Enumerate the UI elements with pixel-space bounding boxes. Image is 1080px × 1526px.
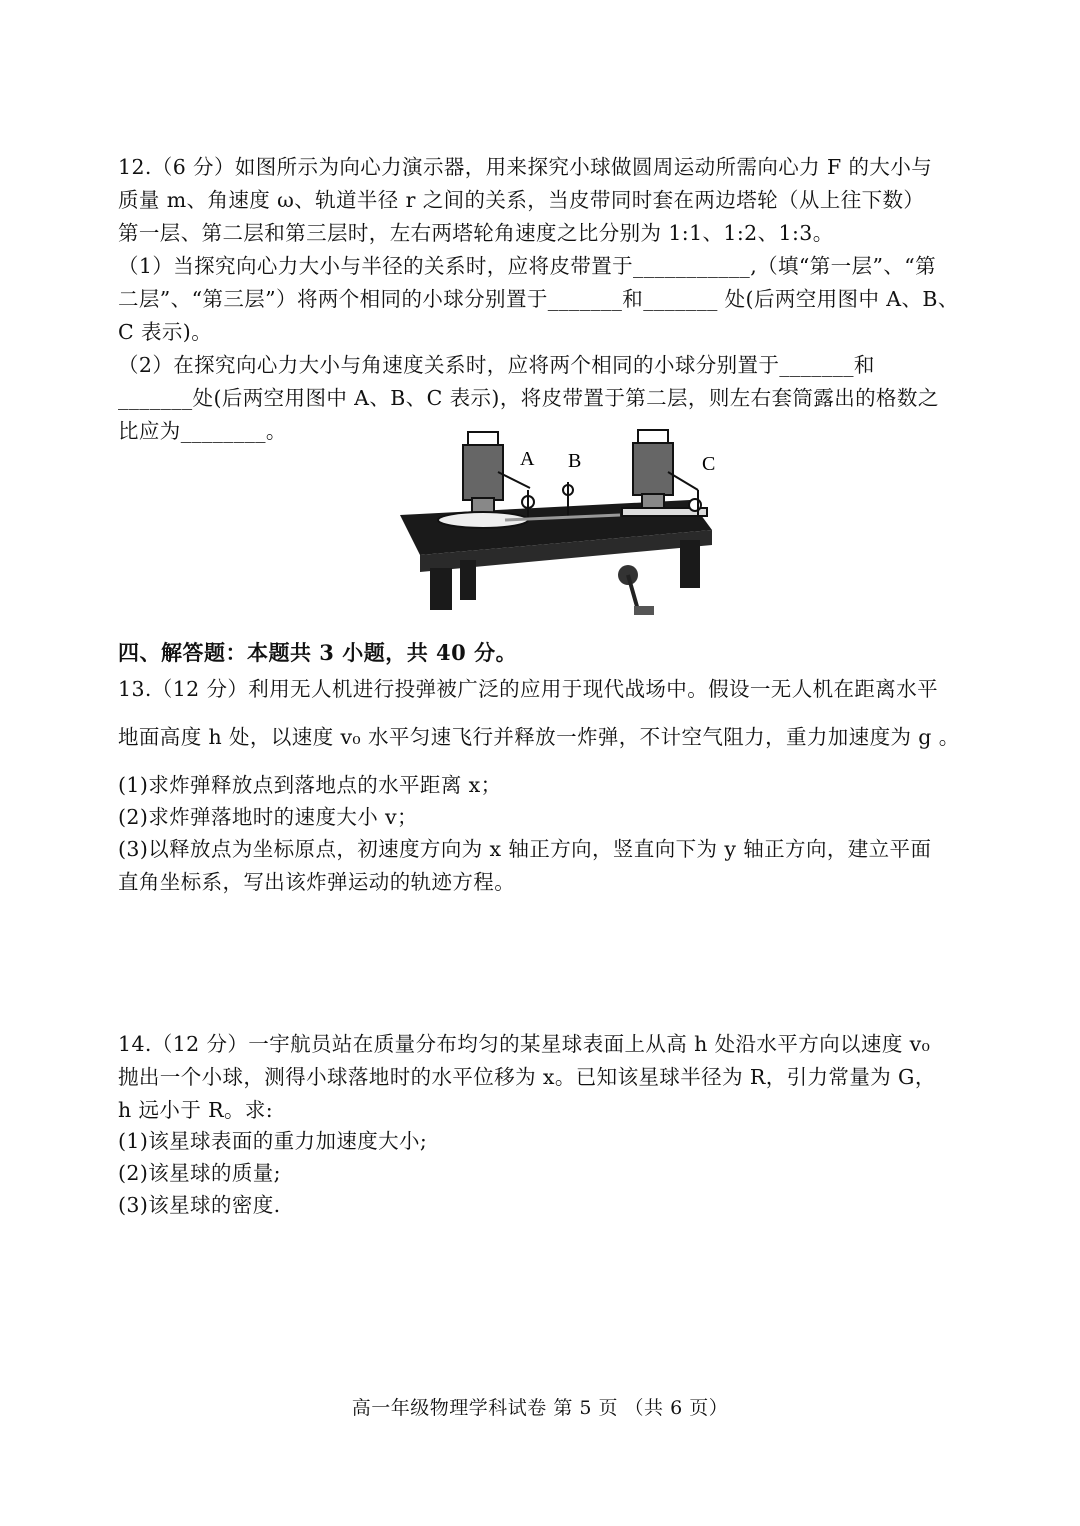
- figure-label-a: A: [520, 448, 535, 470]
- q12-line-8: _______处(后两空用图中 A、B、C 表示)，将皮带置于第二层，则左右套筒露出的格数之: [118, 386, 939, 410]
- figure-label-c: C: [702, 453, 716, 475]
- q13-line-5: (3)以释放点为坐标原点，初速度方向为 x 轴正方向，竖直向下为 y 轴正方向，建立平面: [118, 837, 932, 861]
- q14-line-2: 抛出一个小球，测得小球落地时的水平位移为 x。已知该星球半径为 R，引力常量为 G，: [118, 1065, 936, 1089]
- q12-line-5: 二层”、“第三层”）将两个相同的小球分别置于_______和_______ 处(后两空用图中 A、B、: [118, 287, 959, 311]
- q13-line-2: 地面高度 h 处，以速度 v₀ 水平匀速飞行并释放一炸弹，不计空气阻力，重力加速度为 g 。: [118, 725, 960, 749]
- q13-line-1: 13.（12 分）利用无人机进行投弹被广泛的应用于现代战场中。假设一无人机在距离水平: [118, 677, 939, 701]
- page-footer: 高一年级物理学科试卷 第 5 页 （共 6 页）: [351, 1397, 729, 1419]
- q14-line-3: h 远小于 R。求:: [118, 1098, 274, 1122]
- q12-line-2: 质量 m、角速度 ω、轨道半径 r 之间的关系，当皮带同时套在两边塔轮（从上往下数）: [118, 188, 925, 212]
- q12-line-4: （1）当探究向心力大小与半径的关系时，应将皮带置于___________,（填“第一层”、“第: [118, 254, 937, 278]
- q12-line-1: 12.（6 分）如图所示为向心力演示器，用来探究小球做圆周运动所需向心力 F 的大小与: [118, 155, 933, 179]
- q13-line-3: (1)求炸弹释放点到落地点的水平距离 x；: [118, 773, 502, 797]
- q12-line-7: （2）在探究向心力大小与角速度关系时，应将两个相同的小球分别置于_______和: [118, 353, 875, 377]
- q12-line-6: C 表示)。: [118, 320, 213, 344]
- q13-line-6: 直角坐标系，写出该炸弹运动的轨迹方程。: [118, 870, 516, 894]
- q12-line-9: 比应为________。: [118, 419, 287, 443]
- ball-c: [689, 499, 701, 511]
- centripetal-force-apparatus-figure: [390, 420, 730, 630]
- q14-line-4: (1)该星球表面的重力加速度大小;: [118, 1129, 428, 1153]
- q13-line-4: (2)求炸弹落地时的速度大小 v；: [118, 805, 418, 829]
- figure-label-b: B: [568, 450, 582, 472]
- section-heading: 四、解答题：本题共 3 小题，共 40 分。: [118, 640, 518, 665]
- q12-line-3: 第一层、第二层和第三层时，左右两塔轮角速度之比分别为 1:1、1:2、1:3。: [118, 221, 834, 245]
- q14-line-5: (2)该星球的质量;: [118, 1161, 281, 1185]
- q14-line-1: 14.（12 分）一宇航员站在质量分布均匀的某星球表面上从高 h 处沿水平方向以速度 v₀: [118, 1032, 931, 1056]
- q14-line-6: (3)该星球的密度.: [118, 1193, 281, 1217]
